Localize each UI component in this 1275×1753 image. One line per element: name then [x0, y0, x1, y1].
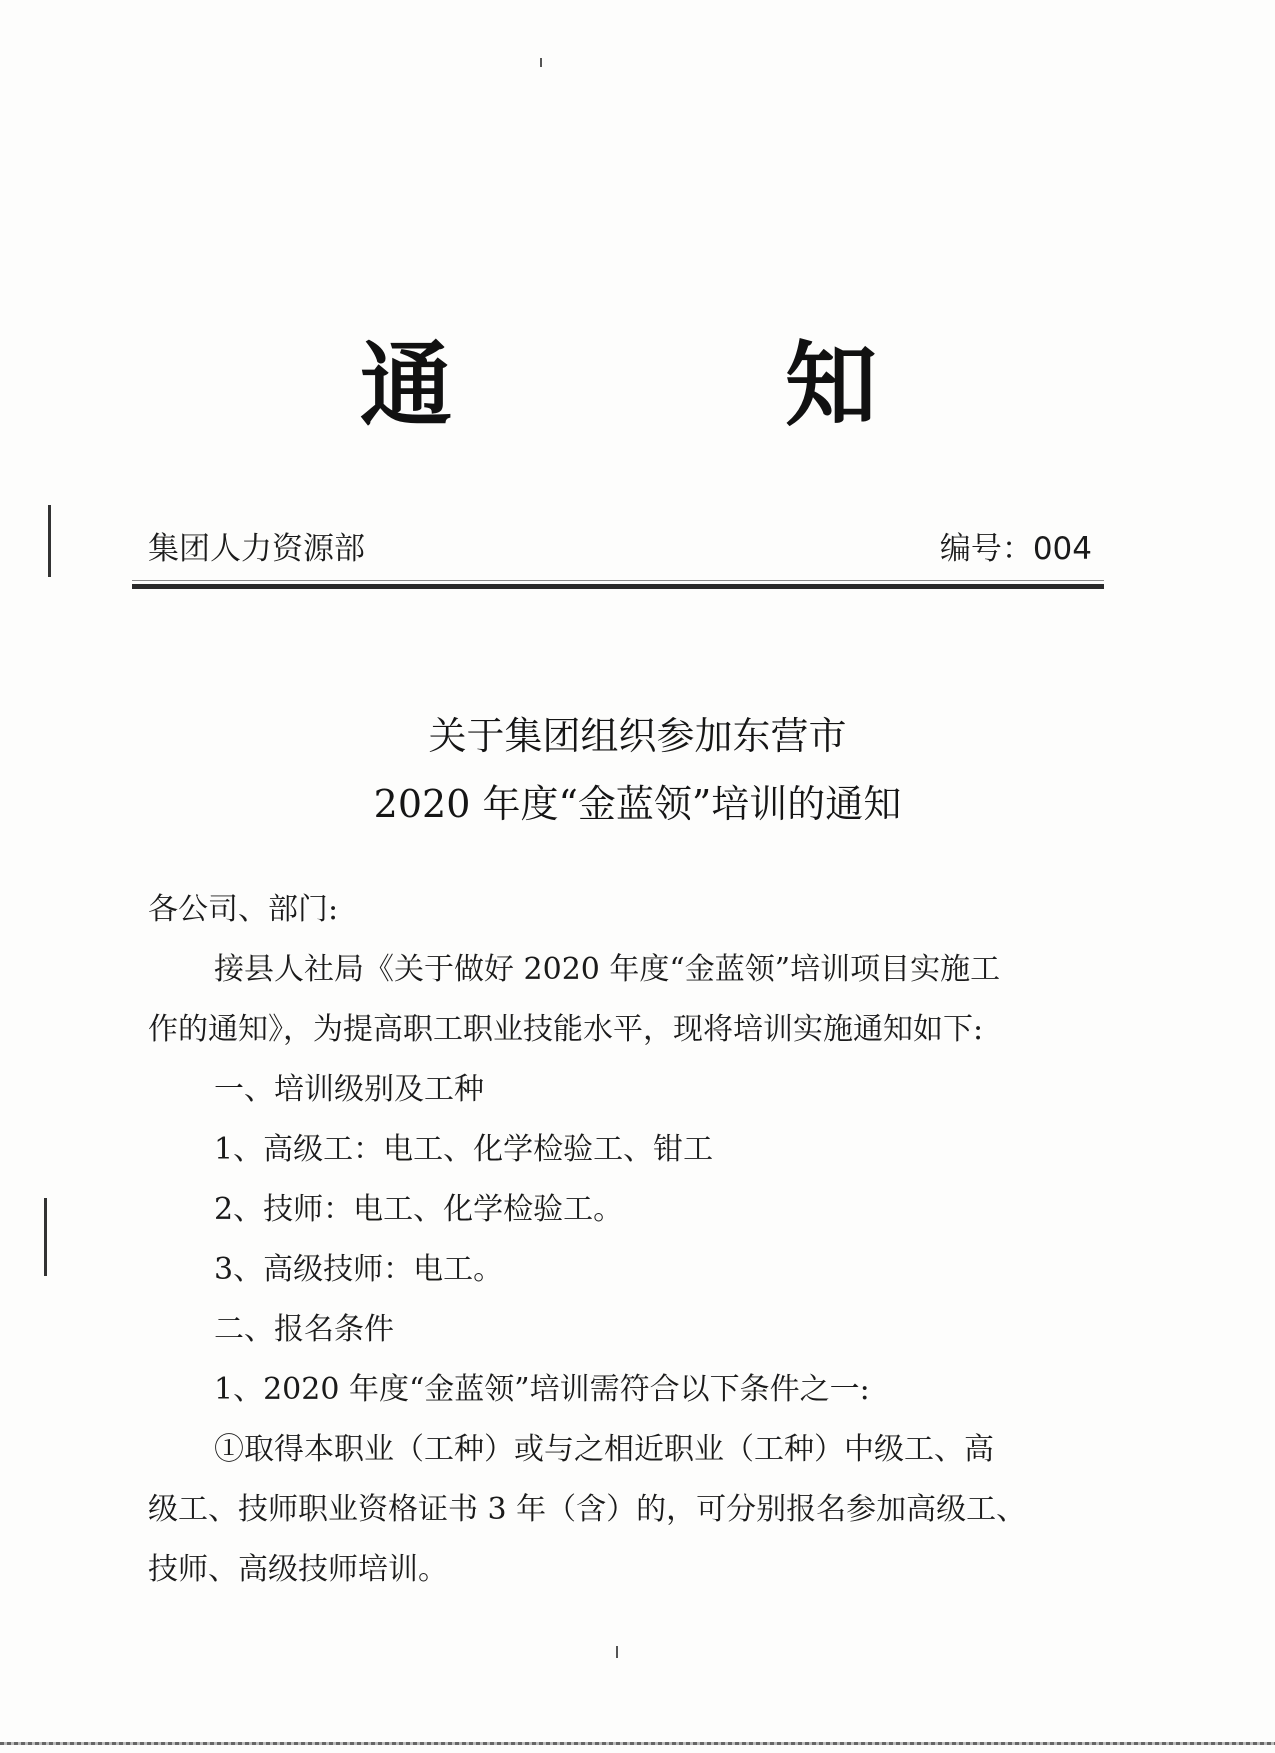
document-title — [0, 702, 1275, 838]
masthead-char-2: 知 — [785, 331, 878, 439]
condition-1-line-2: 级工、技师职业资格证书 3 年（含）的，可分别报名参加高级工、 — [148, 1492, 1027, 1527]
section-1-item-3: 3、高级技师：电工。 — [214, 1252, 504, 1287]
masthead-char-1: 通 — [360, 331, 453, 439]
condition-1-line-3: 技师、高级技师培训。 — [148, 1552, 448, 1587]
issuer-row — [148, 528, 1098, 570]
document-title-line-2: 2020 年度“金蓝领”培训的通知 — [373, 782, 902, 826]
section-2-item-1: 1、2020 年度“金蓝领”培训需符合以下条件之一: — [214, 1372, 870, 1407]
header-rule-thin — [132, 580, 1104, 581]
scan-speck — [540, 58, 542, 67]
section-1-heading: 一、培训级别及工种 — [214, 1072, 484, 1107]
document-number: 编号：004 — [939, 531, 1092, 567]
issuing-department: 集团人力资源部 — [148, 531, 365, 567]
paragraph-1-line-1: 接县人社局《关于做好 2020 年度“金蓝领”培训项目实施工 — [214, 952, 1001, 987]
salutation: 各公司、部门: — [148, 892, 339, 927]
masthead-title — [0, 330, 1275, 440]
document-title-line-1: 关于集团组织参加东营市 — [428, 714, 847, 758]
scan-margin-mark — [44, 1198, 47, 1276]
header-rule — [132, 584, 1104, 589]
section-2-heading: 二、报名条件 — [214, 1312, 394, 1347]
scan-bottom-edge — [0, 1742, 1275, 1745]
paragraph-1-line-2: 作的通知》，为提高职工职业技能水平，现将培训实施通知如下: — [148, 1012, 984, 1047]
section-1-item-1: 1、高级工：电工、化学检验工、钳工 — [214, 1132, 714, 1167]
condition-1-line-1: ①取得本职业（工种）或与之相近职业（工种）中级工、高 — [214, 1432, 994, 1467]
scan-speck — [616, 1646, 618, 1658]
scan-margin-mark — [48, 505, 51, 577]
section-1-item-2: 2、技师：电工、化学检验工。 — [214, 1192, 624, 1227]
